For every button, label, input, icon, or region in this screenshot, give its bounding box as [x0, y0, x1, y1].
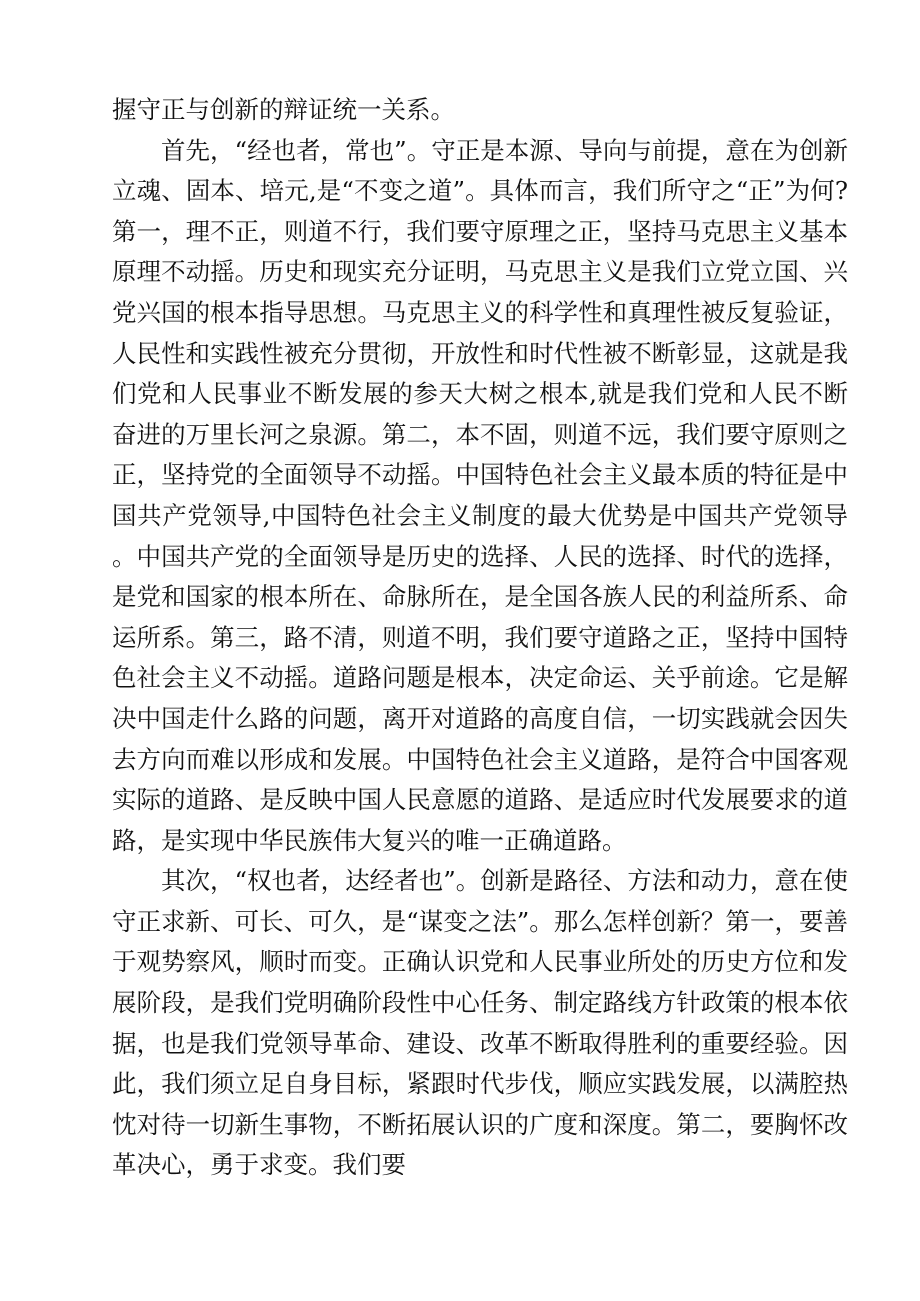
paragraph-3: 其次，“权也者，达经者也”。创新是路径、方法和动力，意在使守正求新、可长、可久，是“谋变之法”。那么怎样创新？第一，要善于观势察风，顺时而变。正确认识党和人民事业所处的历史方位和发展阶段，是我们党明确阶段性中心任务、制定路线方针政策的根本依据，也是我们党领导革命、建设、改革不断取得胜利的重要经验。因此，我们须立足自身目标，紧跟时代步伐，顺应实践发展，以满腔热忱对待一切新生事物，不断拓展认识的广度和深度。第二，要胸怀改革决心，勇于求变。我们要 — [112, 866, 848, 1180]
document-body — [112, 90, 848, 1186]
paragraph-2: 首先，“经也者，常也”。守正是本源、导向与前提，意在为创新立魂、固本、培元,是“不变之道”。具体而言，我们所守之“正”为何?第一，理不正，则道不行，我们要守原理之正，坚持马克思主义基本原理不动摇。历史和现实充分证明，马克思主义是我们立党立国、兴党兴国的根本指导思想。马克思主义的科学性和真理性被反复验证，人民性和实践性被充分贯彻，开放性和时代性被不断彰显，这就是我们党和人民事业不断发展的参天大树之根本,就是我们党和人民不断奋进的万里长河之泉源。第二，本不固，则道不远，我们要守原则之正，坚持党的全面领导不动摇。中国特色社会主义最本质的特征是中国共产党领导,中国特色社会主义制度的最大优势是中国共产党领导。中国共产党的全面领导是历史的选择、人民的选择、时代的选择，是党和国家的根本所在、命脉所在，是全国各族人民的利益所系、命运所系。第三，路不清，则道不明，我们要守道路之正，坚持中国特色社会主义不动摇。道路问题是根本，决定命运、关乎前途。它是解决中国走什么路的问题，离开对道路的高度自信，一切实践就会因失去方向而难以形成和发展。中国特色社会主义道路，是符合中国客观实际的道路、是反映中国人民意愿的道路、是适应时代发展要求的道路，是实现中华民族伟大复兴的唯一正确道路。 — [112, 135, 848, 855]
paragraph-1: 握守正与创新的辩证统一关系。 — [112, 95, 455, 124]
